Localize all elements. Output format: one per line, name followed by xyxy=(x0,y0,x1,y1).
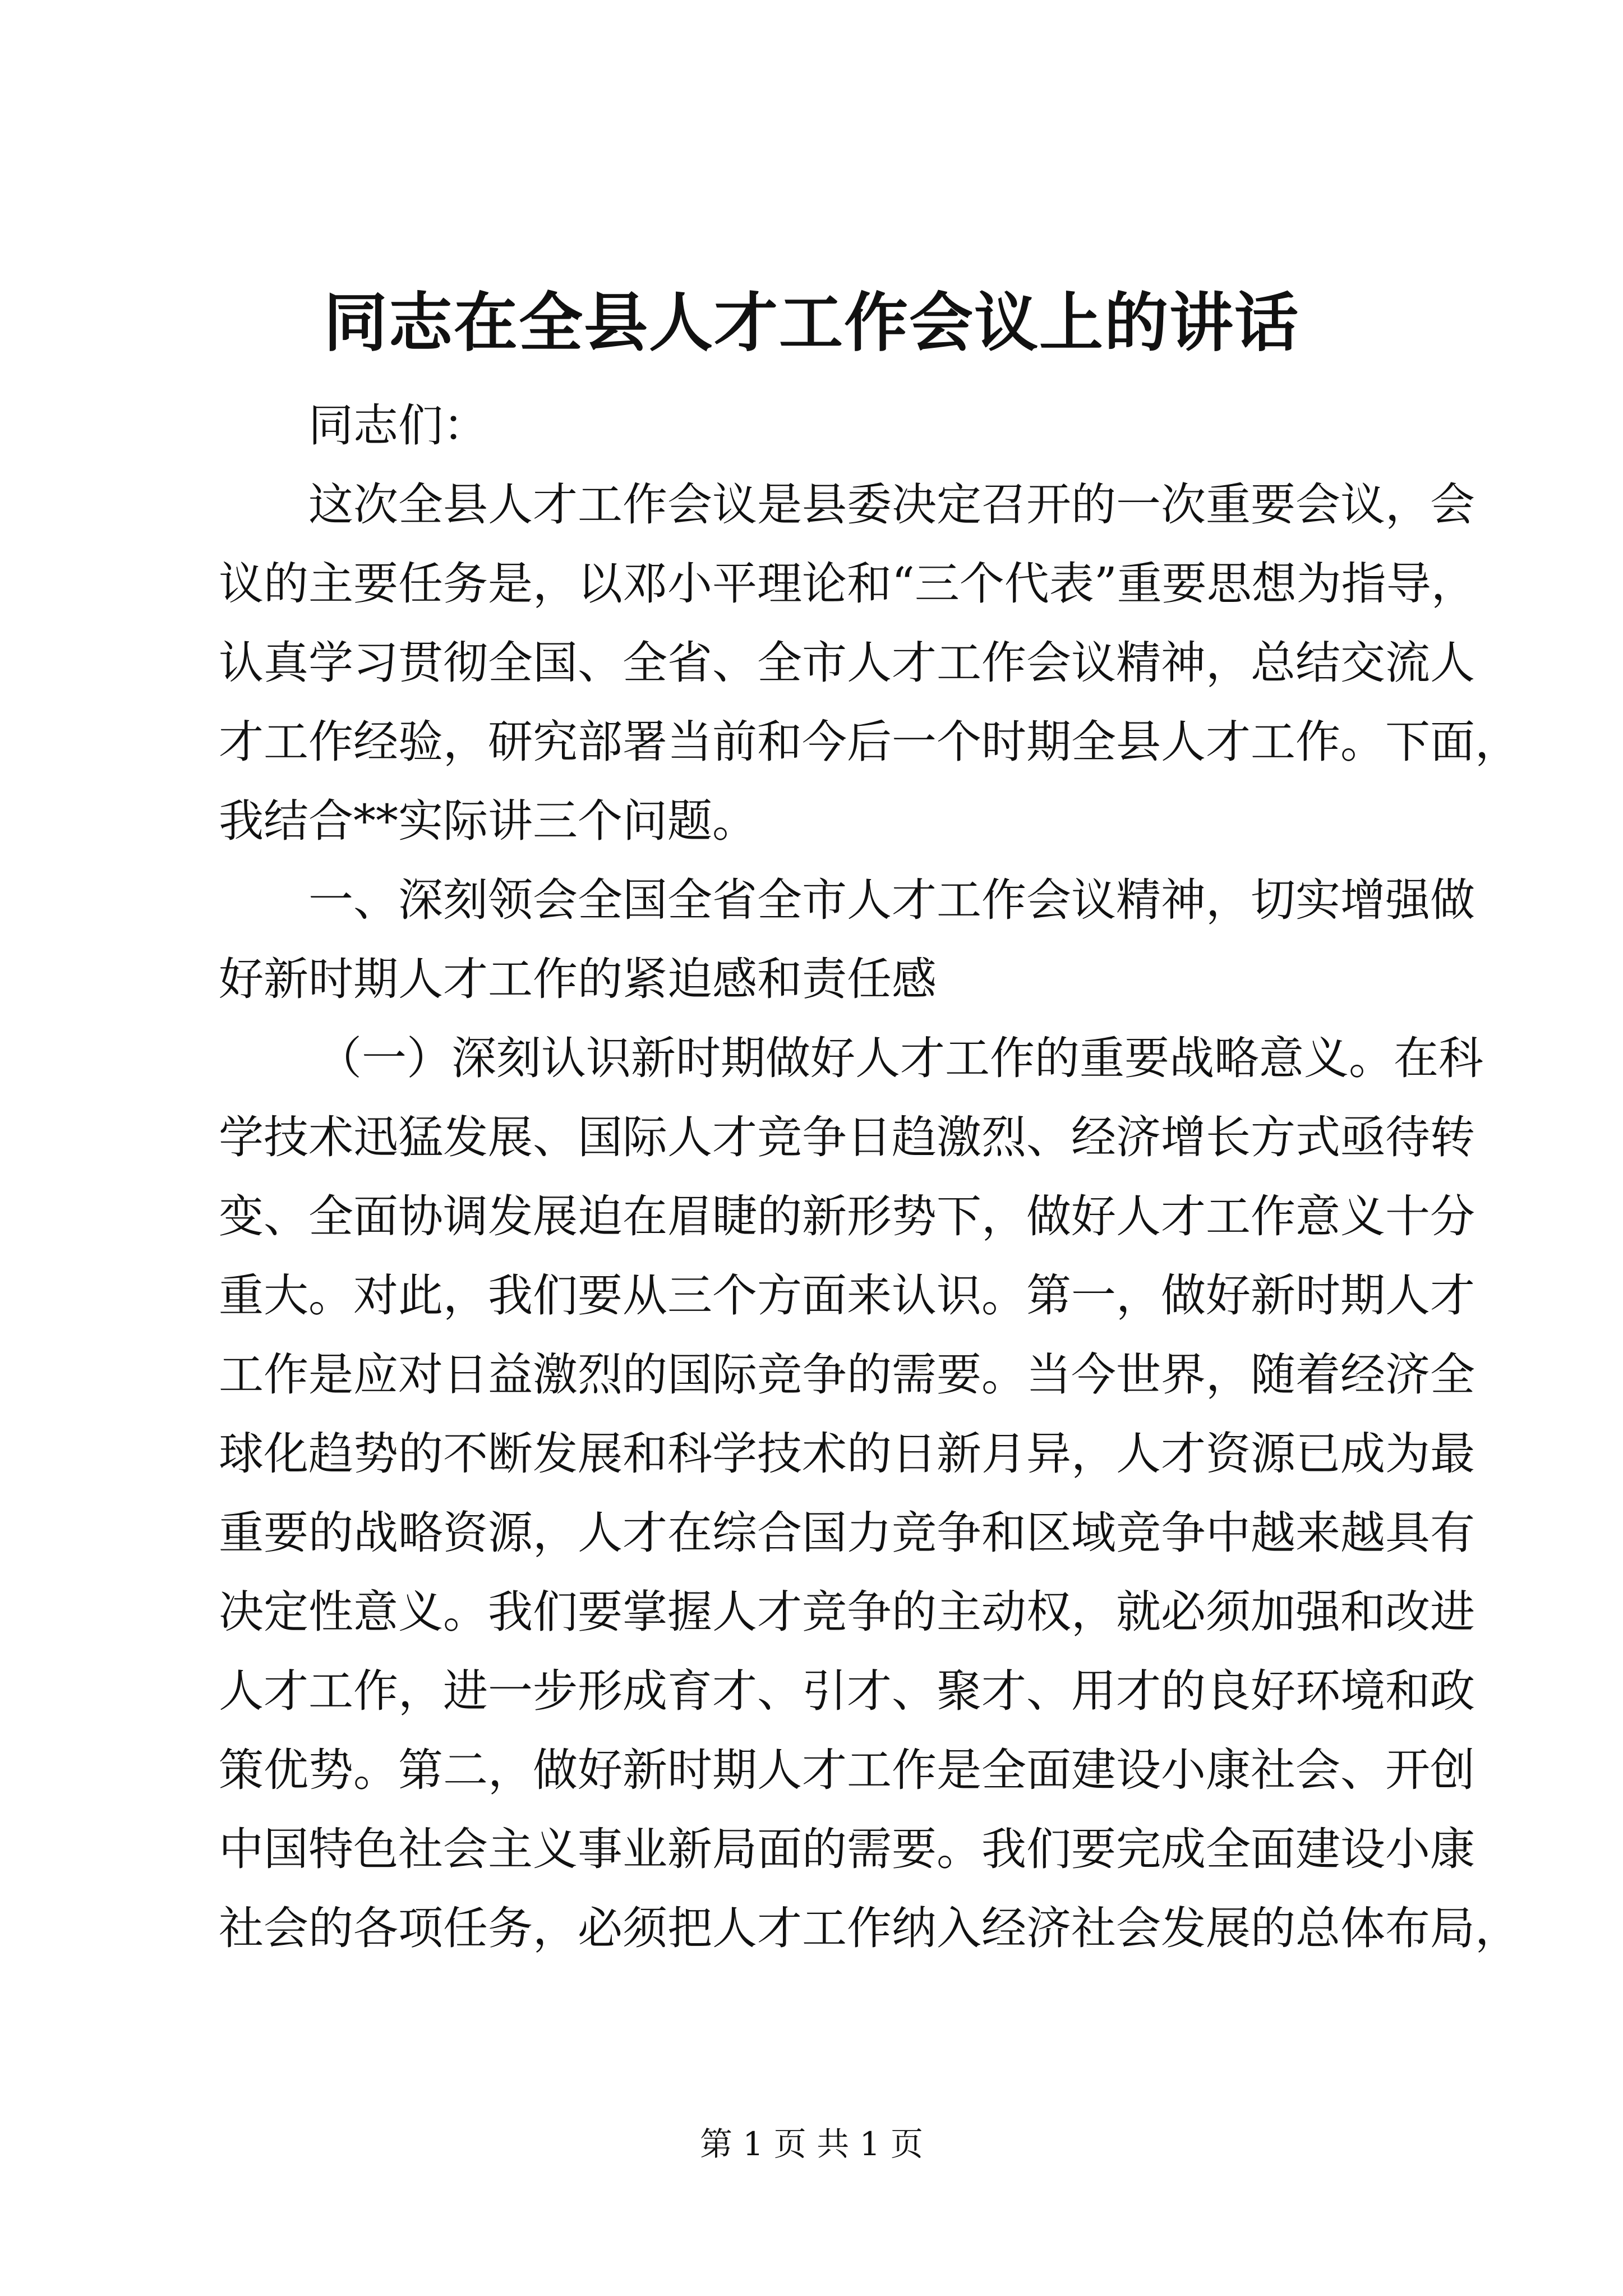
body-line: 社会的各项任务，必须把人才工作纳入经济社会发展的总体布局， xyxy=(219,1902,1520,1954)
body-line: 球化趋势的不断发展和科学技术的日新月异，人才资源已成为最 xyxy=(219,1428,1475,1480)
document-title: 同志在全县人才工作会议上的讲话 xyxy=(323,285,1299,360)
page-footer: 第 1 页 共 1 页 xyxy=(700,2125,923,2163)
section-heading-line: 好新时期人才工作的紧迫感和责任感 xyxy=(219,953,937,1005)
body-line: 重大。对此，我们要从三个方面来认识。第一，做好新时期人才 xyxy=(219,1269,1475,1322)
body-line: 人才工作，进一步形成育才、引才、聚才、用才的良好环境和政 xyxy=(219,1665,1475,1717)
salutation-line: 同志们： xyxy=(308,399,488,452)
body-line: 我结合**实际讲三个问题。 xyxy=(219,795,757,847)
subsection-line: （一）深刻认识新时期做好人才工作的重要战略意义。在科 xyxy=(317,1032,1483,1084)
body-line: 中国特色社会主义事业新局面的需要。我们要完成全面建设小康 xyxy=(219,1823,1475,1875)
body-line: 重要的战略资源，人才在综合国力竞争和区域竞争中越来越具有 xyxy=(219,1507,1475,1559)
body-line: 变、全面协调发展迫在眉睫的新形势下，做好人才工作意义十分 xyxy=(219,1190,1475,1243)
body-line: 工作是应对日益激烈的国际竞争的需要。当今世界，随着经济全 xyxy=(219,1349,1475,1401)
body-line: 认真学习贯彻全国、全省、全市人才工作会议精神，总结交流人 xyxy=(219,637,1475,689)
body-line: 学技术迅猛发展、国际人才竞争日趋激烈、经济增长方式亟待转 xyxy=(219,1111,1475,1163)
body-line: 才工作经验，研究部署当前和今后一个时期全县人才工作。下面， xyxy=(219,716,1520,768)
document-body xyxy=(219,386,1520,1968)
body-line: 策优势。第二，做好新时期人才工作是全面建设小康社会、开创 xyxy=(219,1744,1475,1796)
section-heading-line: 一、深刻领会全国全省全市人才工作会议精神，切实增强做 xyxy=(308,874,1475,926)
body-line: 决定性意义。我们要掌握人才竞争的主动权，就必须加强和改进 xyxy=(219,1586,1475,1638)
body-line: 议的主要任务是，以邓小平理论和“三个代表”重要思想为指导， xyxy=(219,558,1476,610)
body-line: 这次全县人才工作会议是县委决定召开的一次重要会议，会 xyxy=(308,478,1475,531)
